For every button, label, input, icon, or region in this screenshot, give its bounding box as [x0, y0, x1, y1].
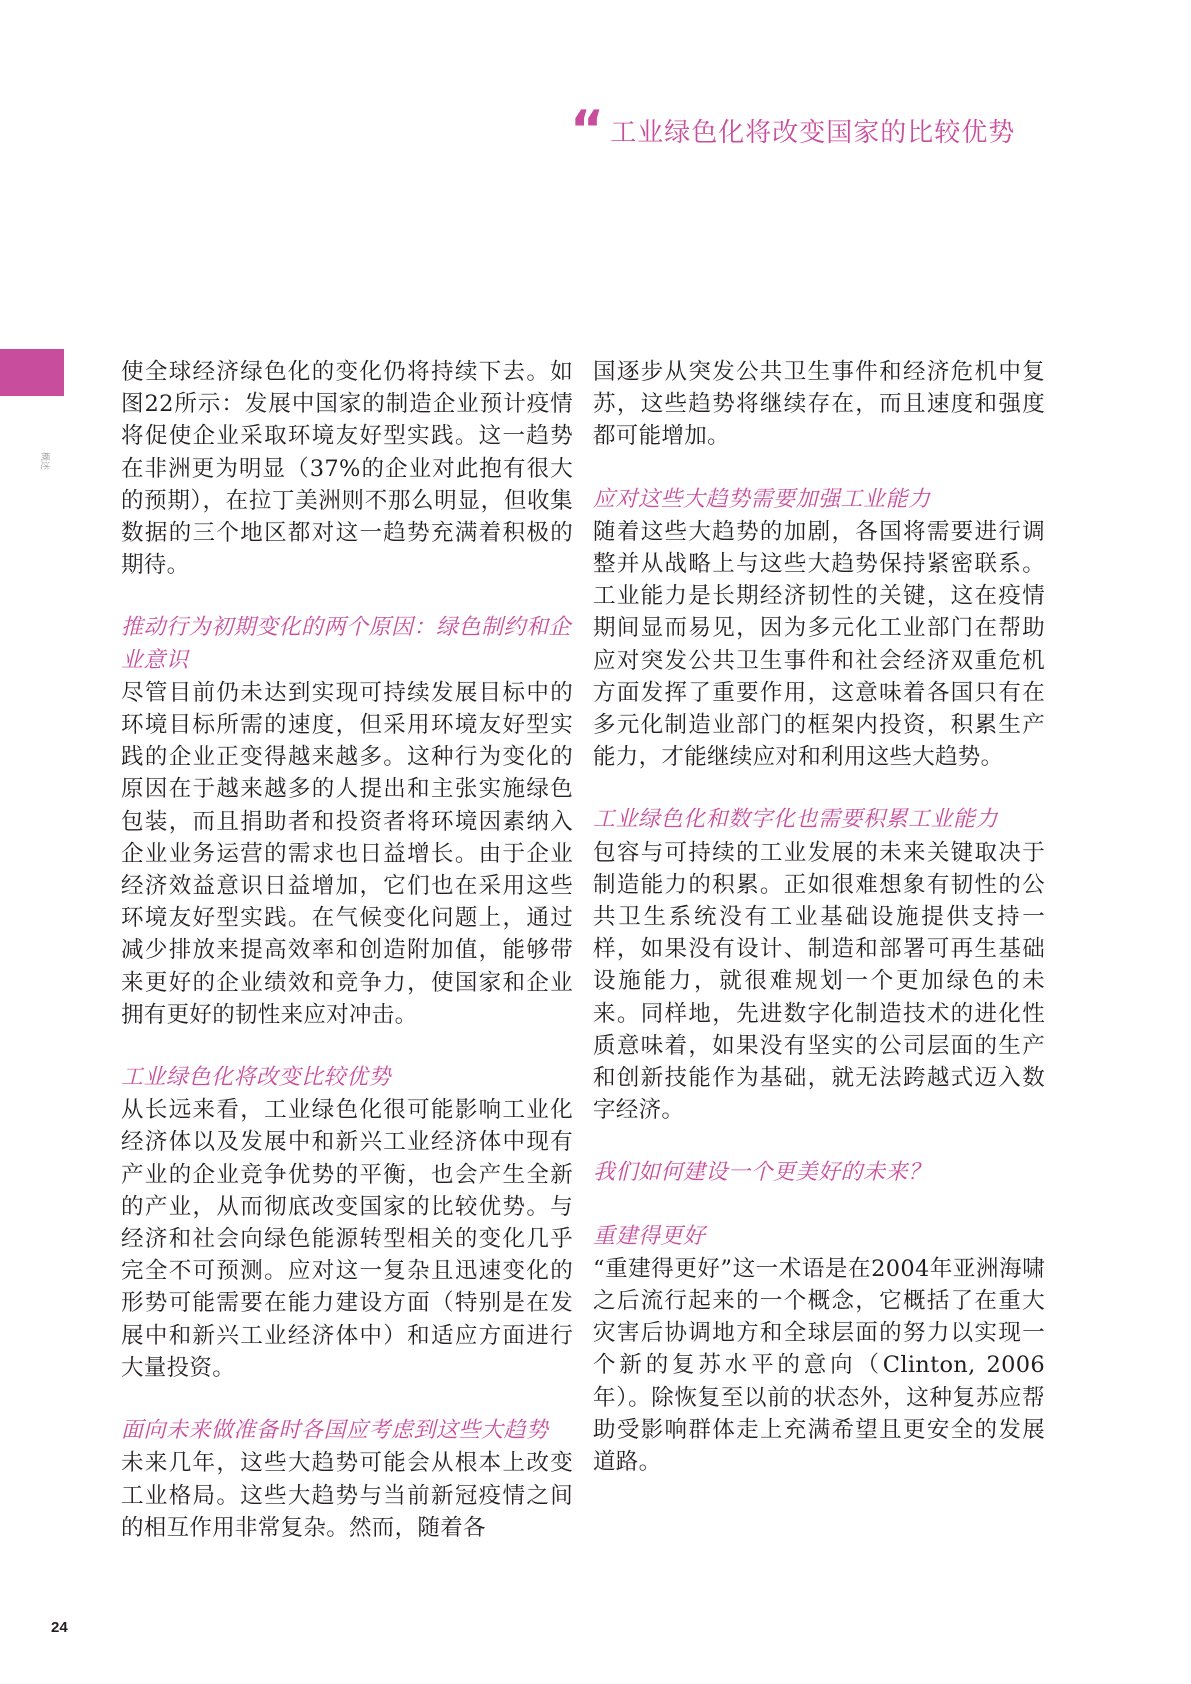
left-column [121, 356, 573, 1544]
paragraph: 尽管目前仍未达到实现可持续发展目标中的环境目标所需的速度，但采用环境友好型实践的企业正变得越来越多。这种行为变化的原因在于越来越多的人提出和主张实施绿色包装，而且捐助者和投资者将环境因素纳入企业业务运营的需求也日益增长。由于企业经济效益意识日益增加，它们也在采用这些环境友好型实践。在气候变化问题上，通过减少排放来提高效率和创造附加值，能够带来更好的企业绩效和竞争力，使国家和企业拥有更好的韧性来应对冲击。 [121, 679, 573, 1028]
section-heading: 我们如何建设一个更美好的未来？ [593, 1160, 931, 1186]
section-heading: 工业绿色化将改变比较优势 [121, 1065, 392, 1091]
paragraph: 包容与可持续的工业发展的未来关键取决于制造能力的积累。正如很难想象有韧性的公共卫生系统没有工业基础设施提供支持一样，如果没有设计、制造和部署可再生基础设施能力，就很难规划一个更加绿色的未来。同样地，先进数字化制造技术的进化性质意味着，如果没有坚实的公司层面的生产和创新技能作为基础，就无法跨越式迈入数字经济。 [593, 839, 1045, 1124]
section-heading: 应对这些大趋势需要加强工业能力 [593, 486, 931, 512]
section-heading: 工业绿色化和数字化也需要积累工业能力 [593, 807, 999, 833]
paragraph: 从长远来看，工业绿色化很可能影响工业化经济体以及发展中和新兴工业经济体中现有产业的企业竞争优势的平衡，也会产生全新的产业，从而彻底改变国家的比较优势。与经济和社会向绿色能源转型相关的变化几乎完全不可预测。应对这一复杂且迅速变化的形势可能需要在能力建设方面（特别是在发展中和新兴工业经济体中）和适应方面进行大量投资。 [121, 1097, 573, 1381]
page-number: 24 [51, 1619, 68, 1636]
paragraph: 未来几年，这些大趋势可能会从根本上改变工业格局。这些大趋势与当前新冠疫情之间的相互作用非常复杂。然而，随着各 [121, 1450, 573, 1541]
paragraph: “重建得更好”这一术语是在2004年亚洲海啸之后流行起来的一个概念，它概括了在重大灾害后协调地方和全球层面的努力以实现一个新的复苏水平的意向（Clinton, 2006年）。除恢复至以前的状态外，这种复苏应帮助受影响群体走上充满希望且更安全的发展道路。 [593, 1255, 1045, 1476]
pull-quote [570, 100, 1090, 160]
section-heading: 重建得更好 [593, 1223, 706, 1249]
pull-quote-text: 工业绿色化将改变国家的比较优势 [610, 117, 1016, 148]
chapter-label: 概述 [39, 452, 49, 471]
paragraph: 使全球经济绿色化的变化仍将持续下去。如图22所示：发展中国家的制造企业预计疫情将促使企业采取环境友好型实践。这一趋势在非洲更为明显（37%的企业对此抱有很大的预期），在拉丁美洲则不那么明显，但收集数据的三个地区都对这一趋势充满着积极的期待。 [121, 359, 573, 579]
section-heading: 面向未来做准备时各国应考虑到这些大趋势 [121, 1418, 549, 1444]
chapter-tab [0, 349, 64, 396]
quote-mark-icon: “ [570, 100, 605, 160]
section-heading: 推动行为初期变化的两个原因：绿色制约和企业意识 [121, 615, 572, 673]
paragraph: 国逐步从突发公共卫生事件和经济危机中复苏，这些趋势将继续存在，而且速度和强度都可能增加。 [593, 359, 1045, 450]
right-column [593, 356, 1045, 1478]
paragraph: 随着这些大趋势的加剧，各国将需要进行调整并从战略上与这些大趋势保持紧密联系。工业能力是长期经济韧性的关键，这在疫情期间显而易见，因为多元化工业部门在帮助应对突发公共卫生事件和社会经济双重危机方面发挥了重要作用，这意味着各国只有在多元化制造业部门的框架内投资，积累生产能力，才能继续应对和利用这些大趋势。 [593, 518, 1045, 771]
